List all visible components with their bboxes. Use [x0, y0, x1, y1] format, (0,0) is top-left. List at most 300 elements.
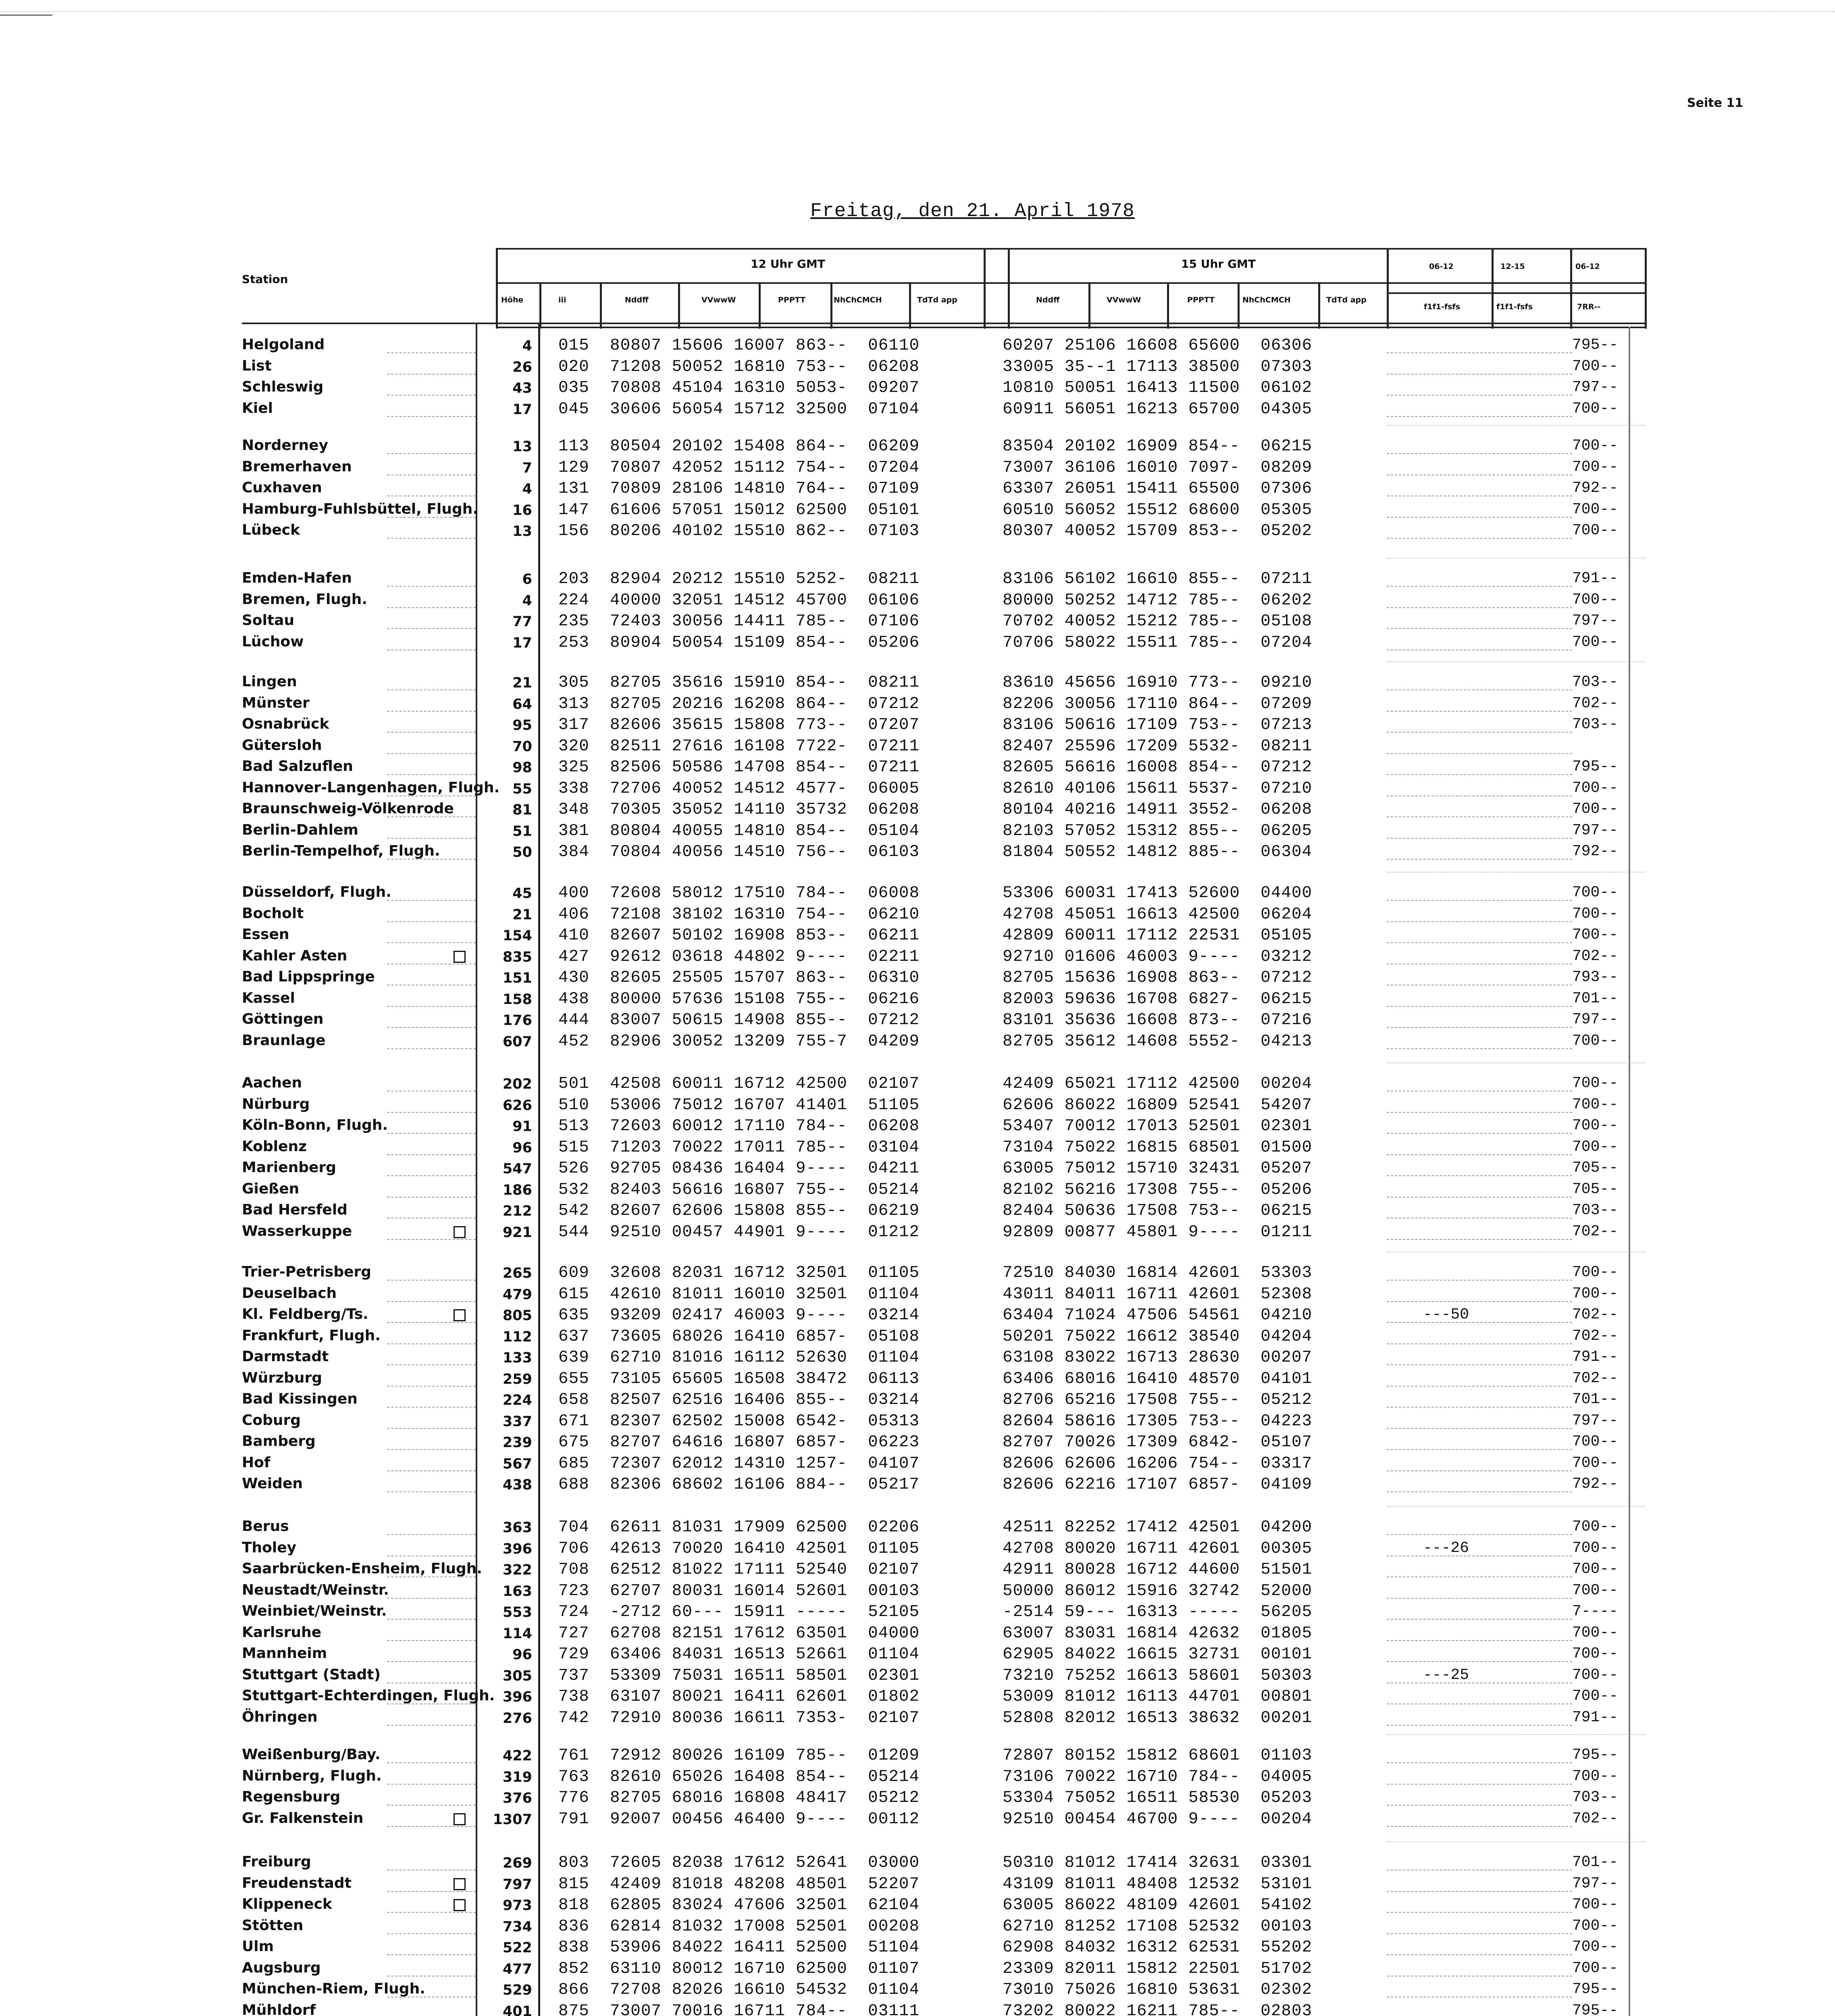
station-name: Augsburg [242, 1959, 321, 1976]
station-name: Lüchow [242, 633, 304, 650]
obs-12-utc: 400 72608 58012 17510 784-- 06008 [558, 884, 920, 902]
leader-line [387, 1301, 476, 1302]
precip-group: 791-- [1572, 1348, 1619, 1366]
header-divider [1645, 248, 1647, 329]
station-height: 4 [522, 481, 532, 497]
obs-15-utc: 53304 75052 16511 58530 05203 [1003, 1789, 1313, 1807]
obs-15-utc: 63108 83022 16713 28630 00207 [1003, 1348, 1313, 1367]
header-divider [984, 248, 986, 329]
obs-12-utc: 866 72708 82026 16610 54532 01104 [558, 1981, 920, 1999]
leader-line [1387, 1954, 1572, 1955]
obs-15-utc: 82404 50636 17508 753-- 06215 [1003, 1202, 1313, 1220]
leader-line [1387, 1154, 1572, 1155]
station-height: 50 [512, 844, 532, 860]
station-height: 4 [522, 592, 532, 609]
leader-line [1387, 628, 1572, 629]
leader-line [387, 1762, 476, 1763]
obs-15-utc: 82102 56216 17308 755-- 05206 [1003, 1180, 1313, 1199]
leader-line [1387, 859, 1572, 860]
precip-group: 702-- [1572, 1810, 1619, 1827]
precip-group: 797-- [1572, 612, 1619, 629]
gust-value: ---26 [1423, 1539, 1469, 1557]
leader-line [1387, 1112, 1572, 1113]
header-divider [600, 282, 602, 329]
station-name: Hamburg-Fuhlsbüttel, Flugh. [242, 500, 479, 517]
leader-line [1387, 1598, 1572, 1599]
obs-12-utc: 685 72307 62012 14310 1257- 04107 [558, 1454, 920, 1473]
obs-12-utc: 338 72706 40052 14512 4577- 06005 [558, 779, 920, 798]
obs-12-utc: 815 42409 81018 48208 48501 52207 [558, 1874, 920, 1893]
station-name: Osnabrück [242, 716, 329, 732]
station-name: Mühldorf [242, 2001, 316, 2016]
station-height: 114 [502, 1625, 532, 1642]
leader-line [1387, 1784, 1572, 1785]
station-height: 95 [512, 717, 532, 733]
station-height: 973 [502, 1897, 532, 1914]
leader-line [387, 1407, 476, 1408]
scan-artifact [0, 11, 1835, 12]
station-name: Norderney [242, 437, 329, 454]
station-height: 376 [502, 1790, 532, 1806]
precip-group: 702-- [1572, 947, 1619, 965]
precip-group: 700-- [1572, 400, 1619, 417]
precip-group: 700-- [1572, 1032, 1619, 1050]
leader-line [1387, 1619, 1572, 1620]
leader-line [1387, 1640, 1572, 1641]
obs-15-utc: 52808 82012 16513 38632 00201 [1003, 1708, 1313, 1727]
obs-12-utc: 838 53906 84022 16411 52500 51104 [558, 1938, 920, 1957]
gust-value: ---50 [1423, 1306, 1469, 1323]
obs-15-utc: 81804 50552 14812 885-- 06304 [1003, 843, 1313, 861]
station-height: 438 [502, 1477, 532, 1493]
leader-line [387, 689, 476, 690]
station-name: Berlin-Tempelhof, Flugh. [242, 843, 440, 859]
obs-15-utc: 63005 86022 48109 42601 54102 [1003, 1896, 1313, 1914]
station-name: Bad Hersfeld [242, 1202, 347, 1218]
header-rule [986, 282, 1647, 284]
precip-group: 700-- [1572, 1896, 1619, 1913]
leader-line [1387, 352, 1572, 353]
station-height: 98 [512, 760, 532, 776]
header-divider [539, 282, 541, 329]
station-name: Bocholt [242, 905, 304, 922]
precip-group: 705-- [1572, 1159, 1619, 1177]
obs-12-utc: 875 73007 70016 16711 784-- 03111 [558, 2001, 920, 2016]
precip-group: 700-- [1572, 926, 1619, 943]
obs-15-utc: 53306 60031 17413 52600 04400 [1003, 884, 1313, 902]
obs-12-utc: 113 80504 20102 15408 864-- 06209 [558, 437, 920, 456]
leader-line [1387, 538, 1572, 539]
obs-12-utc: 430 82605 25505 15707 863-- 06310 [558, 968, 920, 987]
obs-15-utc: 62710 81252 17108 52532 00103 [1003, 1917, 1313, 1936]
station-name: Göttingen [242, 1011, 324, 1027]
station-name: Klippeneck [242, 1896, 332, 1912]
obs-15-utc: 82606 62606 16206 754-- 03317 [1003, 1454, 1313, 1473]
precip-group: 791-- [1572, 1708, 1619, 1726]
precip-group: 700-- [1572, 1539, 1619, 1557]
station-height: 835 [502, 949, 532, 965]
precip-group: 700-- [1572, 1075, 1619, 1092]
obs-15-utc: 42911 80028 16712 44600 51501 [1003, 1560, 1313, 1579]
obs-12-utc: 410 82607 50102 16908 853-- 06211 [558, 926, 920, 945]
obs-12-utc: 639 62710 81016 16112 52630 01104 [558, 1348, 920, 1367]
station-height: 81 [512, 802, 532, 818]
obs-15-utc: 82407 25596 17209 5532- 08211 [1003, 737, 1313, 756]
station-height: 265 [502, 1265, 532, 1281]
station-height: 319 [502, 1769, 532, 1785]
station-height: 4 [522, 338, 532, 354]
obs-12-utc: 637 73605 68026 16410 6857- 05108 [558, 1327, 920, 1346]
obs-12-utc: 776 82705 68016 16808 48417 05212 [558, 1789, 920, 1807]
col-15-td: TdTd app [1326, 296, 1367, 304]
station-name: Stuttgart (Stadt) [242, 1666, 381, 1683]
station-name: Bamberg [242, 1433, 316, 1450]
precip-group: 797-- [1572, 1011, 1619, 1028]
leader-line [1387, 753, 1572, 754]
obs-12-utc: 542 82607 62606 15808 855-- 06219 [558, 1202, 920, 1220]
obs-15-utc: 73202 80022 16211 785-- 02803 [1003, 2001, 1313, 2016]
leader-line [387, 1175, 476, 1176]
precip-group: 700-- [1572, 1581, 1619, 1599]
station-name: Freiburg [242, 1854, 311, 1870]
obs-12-utc: 737 53309 75031 16511 58501 02301 [558, 1666, 920, 1685]
station-name: Regensburg [242, 1789, 341, 1805]
obs-15-utc: 72807 80152 15812 68601 01103 [1003, 1746, 1313, 1765]
leader-line [387, 1112, 476, 1113]
leader-line [387, 1725, 476, 1726]
precip-group: 792-- [1572, 479, 1619, 497]
obs-15-utc: 82604 58616 17305 753-- 04223 [1003, 1412, 1313, 1431]
leader-line [1387, 921, 1572, 922]
obs-12-utc: 384 70804 40056 14510 756-- 06103 [558, 843, 920, 861]
station-name: Tholey [242, 1539, 297, 1556]
obs-15-utc: 82103 57052 15312 855-- 06205 [1003, 821, 1313, 840]
station-height: 21 [512, 675, 532, 691]
station-name: Stötten [242, 1917, 304, 1934]
sub-7rr: 7RR-- [1577, 302, 1601, 311]
obs-12-utc: 235 72403 30056 14411 785-- 07106 [558, 612, 920, 631]
header-rule [1388, 292, 1647, 294]
obs-12-utc: 253 80904 50054 15109 854-- 05206 [558, 633, 920, 652]
obs-15-utc: 70706 58022 15511 785-- 07204 [1003, 633, 1313, 652]
precip-group: 700-- [1572, 1645, 1619, 1662]
leader-line [1387, 732, 1572, 733]
station-name: Köln-Bonn, Flugh. [242, 1117, 388, 1133]
empty-square-icon [454, 1309, 466, 1321]
station-height: 422 [502, 1748, 532, 1764]
obs-15-utc: 73104 75022 16815 68501 01500 [1003, 1138, 1313, 1157]
precip-group: 795-- [1572, 2001, 1619, 2016]
obs-15-utc: 60510 56052 15512 68600 05305 [1003, 500, 1313, 519]
obs-12-utc: 313 82705 20216 16208 864-- 07212 [558, 694, 920, 713]
obs-15-utc: 83101 35636 16608 873-- 07216 [1003, 1011, 1313, 1029]
obs-15-utc: 83106 50616 17109 753-- 07213 [1003, 716, 1313, 734]
obs-15-utc: 82606 62216 17107 6857- 04109 [1003, 1475, 1313, 1494]
precip-group: 700-- [1572, 1938, 1619, 1956]
station-name: Kl. Feldberg/Ts. [242, 1306, 368, 1322]
station-height: 259 [502, 1371, 532, 1387]
obs-15-utc: 80000 50252 14712 785-- 06202 [1003, 591, 1313, 610]
obs-12-utc: 742 72910 80036 16611 7353- 02107 [558, 1708, 920, 1727]
header-divider [1387, 248, 1389, 329]
station-height: 112 [502, 1329, 532, 1345]
station-height: 734 [502, 1918, 532, 1935]
obs-15-utc: 53407 70012 17013 52501 02301 [1003, 1117, 1313, 1135]
precip-group: 702-- [1572, 1327, 1619, 1345]
obs-15-utc: 42708 45051 16613 42500 06204 [1003, 905, 1313, 924]
station-height: 17 [512, 401, 532, 418]
station-height: 921 [502, 1224, 532, 1241]
station-height: 212 [502, 1203, 532, 1219]
obs-12-utc: 438 80000 57636 15108 755-- 06216 [558, 989, 920, 1008]
station-name: Darmstadt [242, 1348, 329, 1365]
group-separator [1387, 1734, 1645, 1735]
precip-group: 700-- [1572, 800, 1619, 818]
station-height: 176 [502, 1012, 532, 1029]
station-name: Neustadt/Weinstr. [242, 1581, 389, 1598]
station-height: 151 [502, 970, 532, 986]
station-name: Bad Kissingen [242, 1391, 358, 1407]
leader-line [387, 1933, 476, 1934]
obs-15-utc: 42708 80020 16711 42601 00305 [1003, 1539, 1313, 1558]
station-name: Öhringen [242, 1708, 318, 1725]
precip-group: 700-- [1572, 1095, 1619, 1113]
obs-15-utc: 82705 15636 16908 863-- 07212 [1003, 968, 1313, 987]
leader-line [1387, 1912, 1572, 1913]
precip-group: 702-- [1572, 1369, 1619, 1387]
station-name: Marienberg [242, 1159, 336, 1176]
page-title: Freitag, den 21. April 1978 [810, 200, 1135, 222]
station-height: 547 [502, 1161, 532, 1177]
station-name: München-Riem, Flugh. [242, 1981, 425, 1997]
precip-group: 797-- [1572, 1874, 1619, 1892]
leader-line [1387, 374, 1572, 375]
station-height: 55 [512, 781, 532, 797]
station-name: Frankfurt, Flugh. [242, 1327, 381, 1344]
obs-12-utc: 655 73105 65605 16508 38472 06113 [558, 1369, 920, 1388]
obs-12-utc: 763 82610 65026 16408 854-- 05214 [558, 1767, 920, 1786]
leader-line [1387, 1280, 1572, 1281]
leader-line [387, 1912, 476, 1913]
station-name: Schleswig [242, 379, 324, 395]
station-name: Helgoland [242, 336, 325, 353]
gust-value: ---25 [1423, 1666, 1469, 1684]
range-06-12-a: 06-12 [1429, 262, 1454, 271]
header-15-uhr: 15 Uhr GMT [1181, 257, 1256, 271]
header-12-uhr: 12 Uhr GMT [751, 257, 825, 271]
obs-15-utc: 82206 30056 17110 864-- 07209 [1003, 694, 1313, 713]
leader-line [1387, 774, 1572, 775]
obs-12-utc: 320 82511 27616 16108 7722- 07211 [558, 737, 920, 756]
leader-line [1387, 1805, 1572, 1806]
station-name: Koblenz [242, 1138, 307, 1155]
obs-15-utc: 10810 50051 16413 11500 06102 [1003, 379, 1313, 397]
leader-line [1387, 1006, 1572, 1007]
station-height: 51 [512, 823, 532, 839]
precip-group: 795-- [1572, 1981, 1619, 1998]
station-name: Weinbiet/Weinstr. [242, 1603, 387, 1619]
station-name: Freudenstadt [242, 1874, 352, 1891]
leader-line [1387, 1133, 1572, 1134]
station-header: Station [242, 273, 288, 286]
precip-group: 700-- [1572, 1518, 1619, 1535]
station-name: Gießen [242, 1180, 300, 1197]
obs-15-utc: 73210 75252 16613 58601 50303 [1003, 1666, 1313, 1685]
iii-header: iii [558, 296, 566, 304]
obs-15-utc: 50201 75022 16612 38540 04204 [1003, 1327, 1313, 1346]
obs-15-utc: -2514 59--- 16313 ----- 56205 [1003, 1603, 1313, 1621]
leader-line [387, 517, 476, 518]
precip-group: 700-- [1572, 458, 1619, 476]
precip-group: 795-- [1572, 1746, 1619, 1764]
leader-line [387, 1619, 476, 1620]
station-name: Hannover-Langenhagen, Flugh. [242, 779, 500, 796]
col-15-ppptt: PPPTT [1187, 296, 1215, 304]
precip-group: 700-- [1572, 437, 1619, 454]
station-height: 396 [502, 1689, 532, 1705]
precip-group: 700-- [1572, 357, 1619, 375]
leader-line [387, 1954, 476, 1955]
station-height: 305 [502, 1668, 532, 1684]
precip-group: 703-- [1572, 716, 1619, 733]
obs-12-utc: 203 82904 20212 15510 5252- 08211 [558, 570, 920, 588]
leader-line [1387, 942, 1572, 943]
leader-line [387, 1784, 476, 1785]
obs-12-utc: 381 80804 40055 14810 854-- 05104 [558, 821, 920, 840]
group-separator [1387, 1062, 1645, 1063]
obs-15-utc: 62606 86022 16809 52541 54207 [1003, 1095, 1313, 1114]
col-15-nddff: Nddff [1036, 296, 1060, 304]
obs-15-utc: 92809 00877 45801 9---- 01211 [1003, 1223, 1313, 1241]
leader-line [387, 1449, 476, 1450]
scan-artifact [0, 15, 52, 16]
station-height: 626 [502, 1097, 532, 1114]
station-name: Wasserkuppe [242, 1223, 352, 1239]
range-12-15: 12-15 [1500, 262, 1525, 271]
precip-group: 797-- [1572, 1412, 1619, 1429]
header-divider [678, 282, 680, 329]
leader-line [1387, 1322, 1572, 1323]
leader-line [387, 1133, 476, 1134]
precip-group: 700-- [1572, 905, 1619, 923]
station-name: Ulm [242, 1938, 274, 1955]
leader-line [1387, 1534, 1572, 1535]
station-height: 45 [512, 885, 532, 902]
obs-12-utc: 688 82306 68602 16106 884-- 05217 [558, 1475, 920, 1494]
obs-15-utc: 83504 20102 16909 854-- 06215 [1003, 437, 1313, 456]
station-height: 567 [502, 1456, 532, 1472]
station-name: Berlin-Dahlem [242, 821, 358, 838]
precip-group: 700-- [1572, 779, 1619, 797]
station-name: Gr. Falkenstein [242, 1810, 364, 1826]
header-divider [1238, 282, 1240, 329]
leader-line [1387, 711, 1572, 712]
obs-12-utc: 818 62805 83024 47606 32501 62104 [558, 1896, 920, 1914]
precip-group: 700-- [1572, 1264, 1619, 1281]
station-height: 522 [502, 1940, 532, 1956]
obs-15-utc: 80104 40216 14911 3552- 06208 [1003, 800, 1313, 819]
leader-line [387, 1661, 476, 1662]
leader-line [387, 1027, 476, 1028]
station-name: Hof [242, 1454, 270, 1471]
obs-12-utc: 156 80206 40102 15510 862-- 07103 [558, 522, 920, 540]
precip-group: 795-- [1572, 758, 1619, 775]
leader-line [1387, 1048, 1572, 1049]
obs-12-utc: 501 42508 60011 16712 42500 02107 [558, 1075, 920, 1093]
obs-15-utc: 73010 75026 16810 53631 02302 [1003, 1981, 1313, 1999]
station-name: Emden-Hafen [242, 570, 352, 586]
station-height: 16 [512, 502, 532, 519]
leader-line [1387, 607, 1572, 608]
leader-line [1387, 816, 1572, 817]
station-height: 477 [502, 1961, 532, 1977]
obs-15-utc: 42511 82252 17412 42501 04200 [1003, 1518, 1313, 1537]
obs-15-utc: 73106 70022 16710 784-- 04005 [1003, 1767, 1313, 1786]
station-name: Essen [242, 926, 289, 943]
leader-line [1387, 1491, 1572, 1492]
precip-group: 792-- [1572, 843, 1619, 860]
leader-line [387, 1343, 476, 1344]
station-height: 96 [512, 1139, 532, 1156]
station-height: 163 [502, 1583, 532, 1599]
station-height: 154 [502, 928, 532, 944]
leader-line [1387, 1343, 1572, 1344]
precip-group: 700-- [1572, 1454, 1619, 1472]
station-height: 70 [512, 738, 532, 755]
leader-line [387, 453, 476, 454]
obs-12-utc: 515 71203 70022 17011 785-- 03104 [558, 1138, 920, 1157]
obs-12-utc: 724 -2712 60--- 15911 ----- 52105 [558, 1603, 920, 1621]
station-name: Coburg [242, 1412, 301, 1429]
precip-group: 700-- [1572, 633, 1619, 651]
station-name: Deuselbach [242, 1285, 337, 1302]
precip-group: 702-- [1572, 1306, 1619, 1323]
station-name: Lübeck [242, 522, 300, 538]
obs-15-utc: 82705 35612 14608 5552- 04213 [1003, 1032, 1313, 1051]
station-height: 805 [502, 1308, 532, 1324]
leader-line [387, 607, 476, 608]
obs-15-utc: 82003 59636 16708 6827- 06215 [1003, 989, 1313, 1008]
leader-line [387, 352, 476, 353]
station-height: 553 [502, 1604, 532, 1620]
leader-line [387, 1470, 476, 1471]
obs-12-utc: 513 72603 60012 17110 784-- 06208 [558, 1117, 920, 1135]
obs-12-utc: 761 72912 80026 16109 785-- 01209 [558, 1746, 920, 1765]
station-name: Lingen [242, 673, 297, 690]
leader-line [387, 711, 476, 712]
header-divider [1492, 248, 1494, 329]
obs-15-utc: 63307 26051 15411 65500 07306 [1003, 479, 1313, 498]
leader-line [1387, 395, 1572, 396]
obs-15-utc: 82707 70026 17309 6842- 05107 [1003, 1433, 1313, 1452]
station-height: 186 [502, 1182, 532, 1198]
obs-15-utc: 62908 84032 16312 62531 55202 [1003, 1938, 1313, 1957]
leader-line [387, 732, 476, 733]
precip-group: 797-- [1572, 379, 1619, 396]
station-name: Karlsruhe [242, 1624, 322, 1641]
station-height: 276 [502, 1710, 532, 1727]
empty-square-icon [454, 1226, 466, 1238]
station-height: 607 [502, 1033, 532, 1050]
obs-12-utc: 444 83007 50615 14908 855-- 07212 [558, 1011, 920, 1029]
precip-group: 797-- [1572, 821, 1619, 839]
precip-group: 703-- [1572, 1789, 1619, 1806]
obs-12-utc: 406 72108 38102 16310 754-- 06210 [558, 905, 920, 924]
precip-group: 700-- [1572, 1560, 1619, 1578]
station-name: Gütersloh [242, 737, 322, 754]
precip-group: 793-- [1572, 968, 1619, 986]
leader-line [1387, 1428, 1572, 1429]
